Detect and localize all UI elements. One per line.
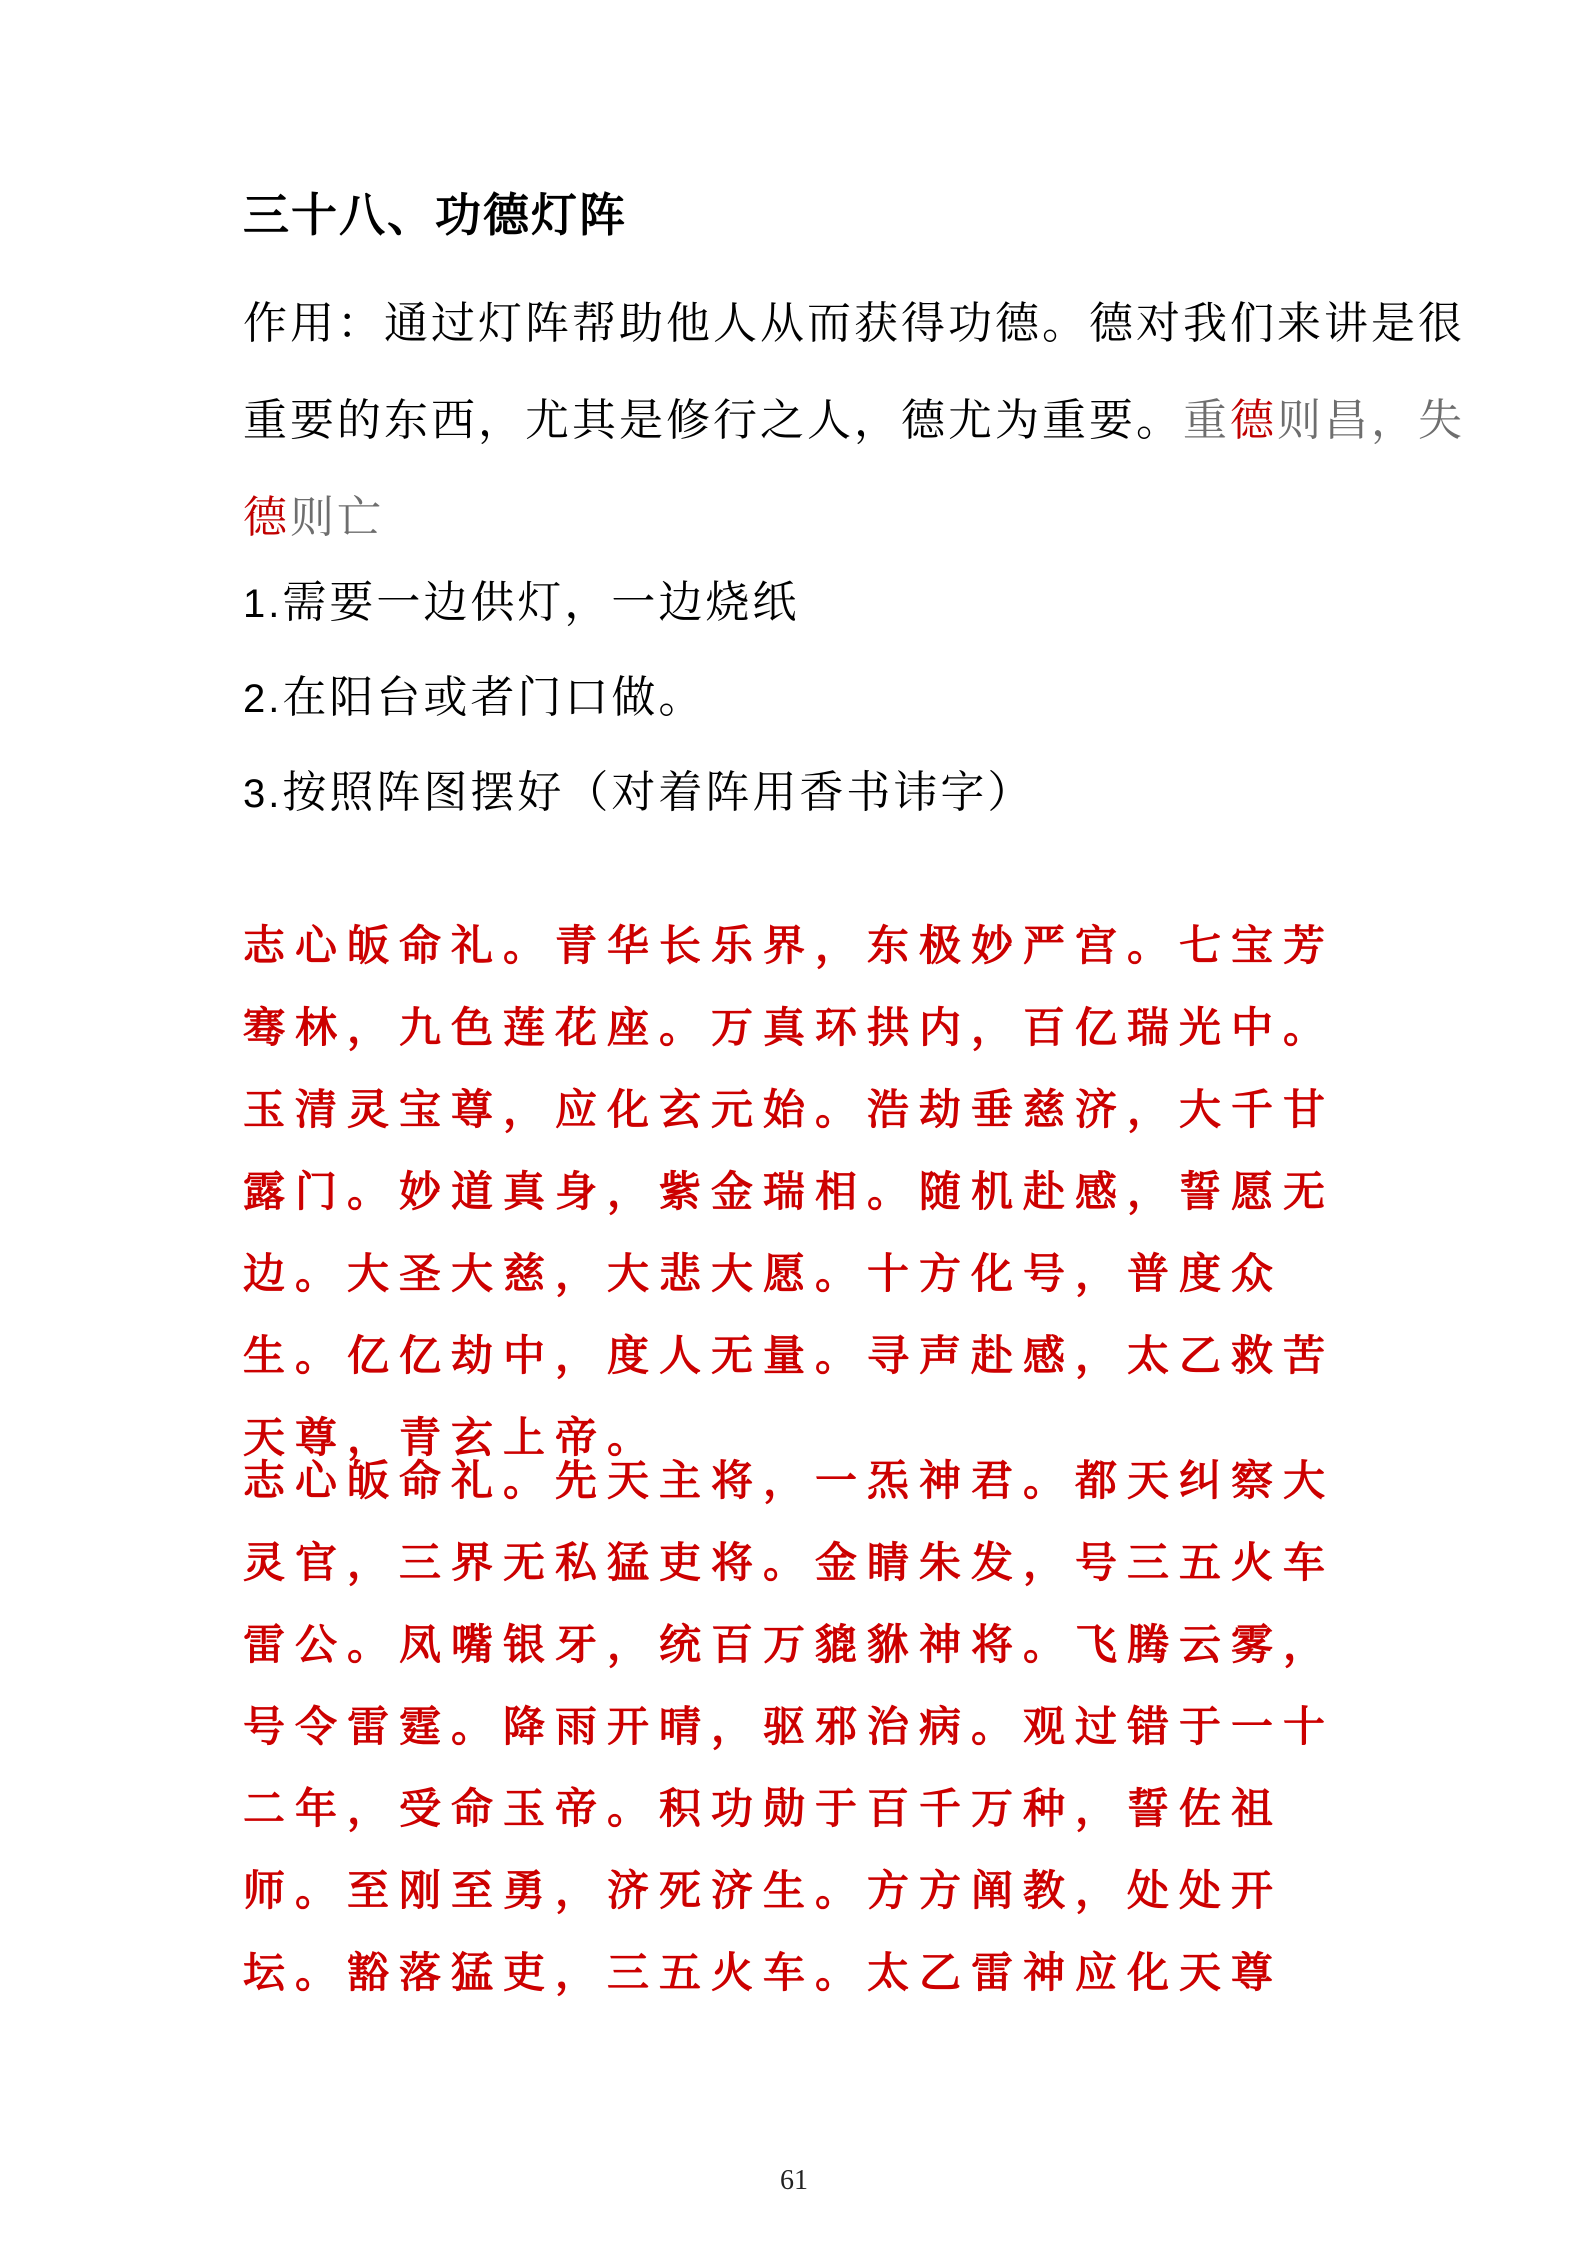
highlight-zewang: 则亡 (290, 492, 384, 543)
prayer-taiyi-jiuku: 志心皈命礼。青华长乐界，东极妙严宫。七宝芳骞林，九色莲花座。万真环拱内，百亿瑞光中。玉清灵宝尊，应化玄元始。浩劫垂慈济，大千甘露门。妙道真身，紫金瑞相。随机赴感，誓愿无边。大圣大慈，大悲大愿。十方化号，普度众生。亿亿劫中，度人无量。寻声赴感，太乙救苦天尊，青玄上帝。 (243, 921, 1336, 1462)
step-text: 按照阵图摆好（对着阵用香书讳字） (282, 767, 1035, 818)
list-item (243, 745, 1034, 840)
prayer-wang-lingguan: 志心皈命礼。先天主将，一炁神君。都天纠察大灵官，三界无私猛吏将。金睛朱发，号三五火车雷公。凤嘴银牙，统百万貔貅神将。飞腾云雾，号令雷霆。降雨开晴，驱邪治病。观过错于一十二年，受命玉帝。积功勋于百千万种，誓佐祖师。至刚至勇，济死济生。方方阐教，处处开坛。豁落猛吏，三五火车。太乙雷神应化天尊 (243, 1456, 1336, 1997)
step-number: 2. (243, 677, 283, 721)
page-number: 61 (780, 2165, 808, 2196)
purpose-text: 作用：通过灯阵帮助他人从而获得功德。德对我们来讲是很重要的东西，尤其是修行之人，德尤为重要。 (243, 298, 1465, 446)
step-number: 1. (243, 582, 283, 626)
step-number: 3. (243, 772, 283, 816)
purpose-paragraph (243, 275, 1498, 566)
highlight-de-2: 德 (243, 492, 290, 543)
highlight-zhong: 重 (1183, 395, 1230, 446)
step-text: 需要一边供灯，一边烧纸 (282, 577, 800, 628)
list-item (243, 650, 1034, 745)
section-title: 三十八、功德灯阵 (243, 188, 627, 242)
highlight-zechang-shi: 则昌，失 (1277, 395, 1465, 446)
list-item (243, 555, 1034, 650)
steps-list (243, 555, 1034, 840)
step-text: 在阳台或者门口做。 (282, 672, 706, 723)
highlight-de-1: 德 (1230, 395, 1277, 446)
